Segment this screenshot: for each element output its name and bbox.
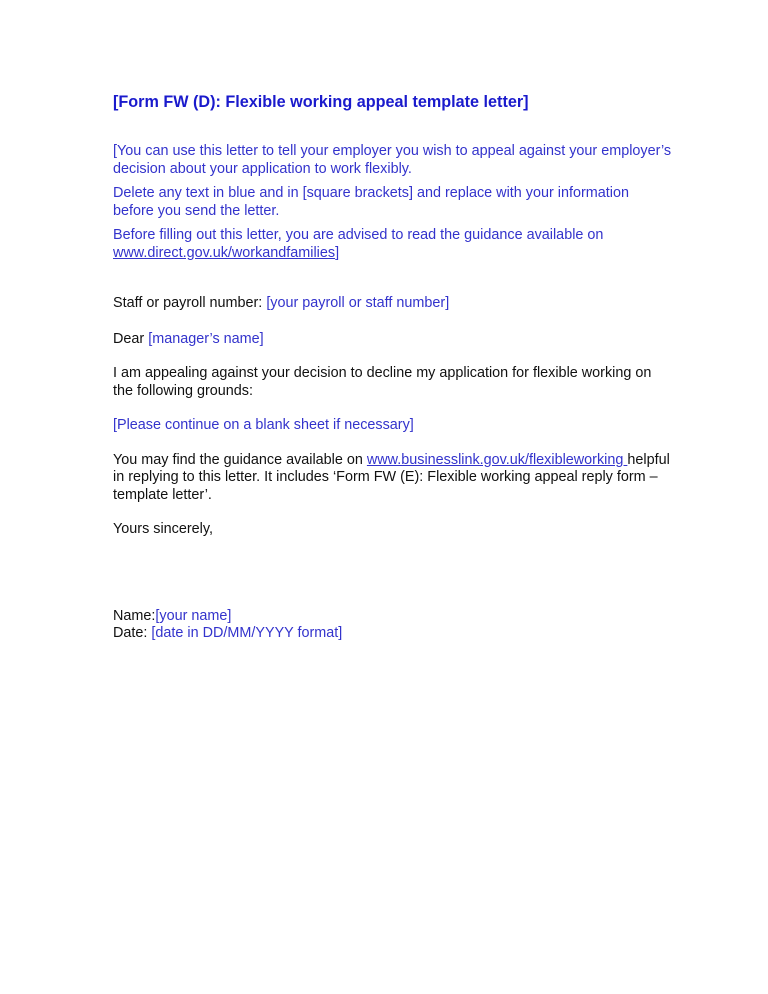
- intro-instruction-3-text: Before filling out this letter, you are advised to read the guidance available on: [113, 227, 604, 243]
- staff-number-label: Staff or payroll number:: [113, 295, 267, 311]
- guidance-paragraph: [113, 452, 673, 505]
- staff-number-line: [113, 295, 673, 313]
- continue-note[interactable]: [Please continue on a blank sheet if necessary]: [113, 417, 414, 433]
- name-line: [113, 608, 673, 626]
- guidance-text-after: helpful in replying to this letter. It includes ‘Form FW (E): Flexible working appeal reply form – template letter’.: [113, 451, 670, 503]
- date-placeholder[interactable]: [date in DD/MM/YYYY format]: [151, 625, 343, 641]
- staff-number-placeholder[interactable]: [your payroll or staff number]: [266, 295, 450, 311]
- intro-instruction-3: [113, 227, 673, 262]
- appeal-paragraph: I am appealing against your decision to decline my application for flexible working on the following grounds:: [113, 365, 652, 399]
- businesslink-link[interactable]: www.businesslink.gov.uk/flexibleworking: [366, 451, 628, 468]
- closing-line: Yours sincerely,: [113, 521, 213, 537]
- date-label: Date:: [113, 625, 152, 641]
- date-line: [113, 625, 673, 643]
- manager-name-placeholder[interactable]: [manager’s name]: [148, 330, 264, 347]
- guidance-text-before: You may find the guidance available on: [113, 451, 367, 468]
- direct-gov-link[interactable]: www.direct.gov.uk/workandfamilies: [113, 244, 336, 261]
- name-label: Name:: [113, 607, 156, 624]
- page-title: [Form FW (D): Flexible working appeal template letter]: [113, 93, 529, 111]
- intro-instruction-3-end: ]: [335, 244, 340, 261]
- salutation-line: [113, 331, 673, 349]
- letter-body: [113, 88, 673, 643]
- your-name-placeholder[interactable]: [your name]: [155, 607, 232, 624]
- intro-instruction-1: [You can use this letter to tell your employer you wish to appeal against your employer’s decision about your application to work flexibly.: [113, 143, 672, 177]
- intro-instruction-2: Delete any text in blue and in [square brackets] and replace with your information before you send the letter.: [113, 185, 629, 219]
- salutation-label: Dear: [113, 330, 149, 347]
